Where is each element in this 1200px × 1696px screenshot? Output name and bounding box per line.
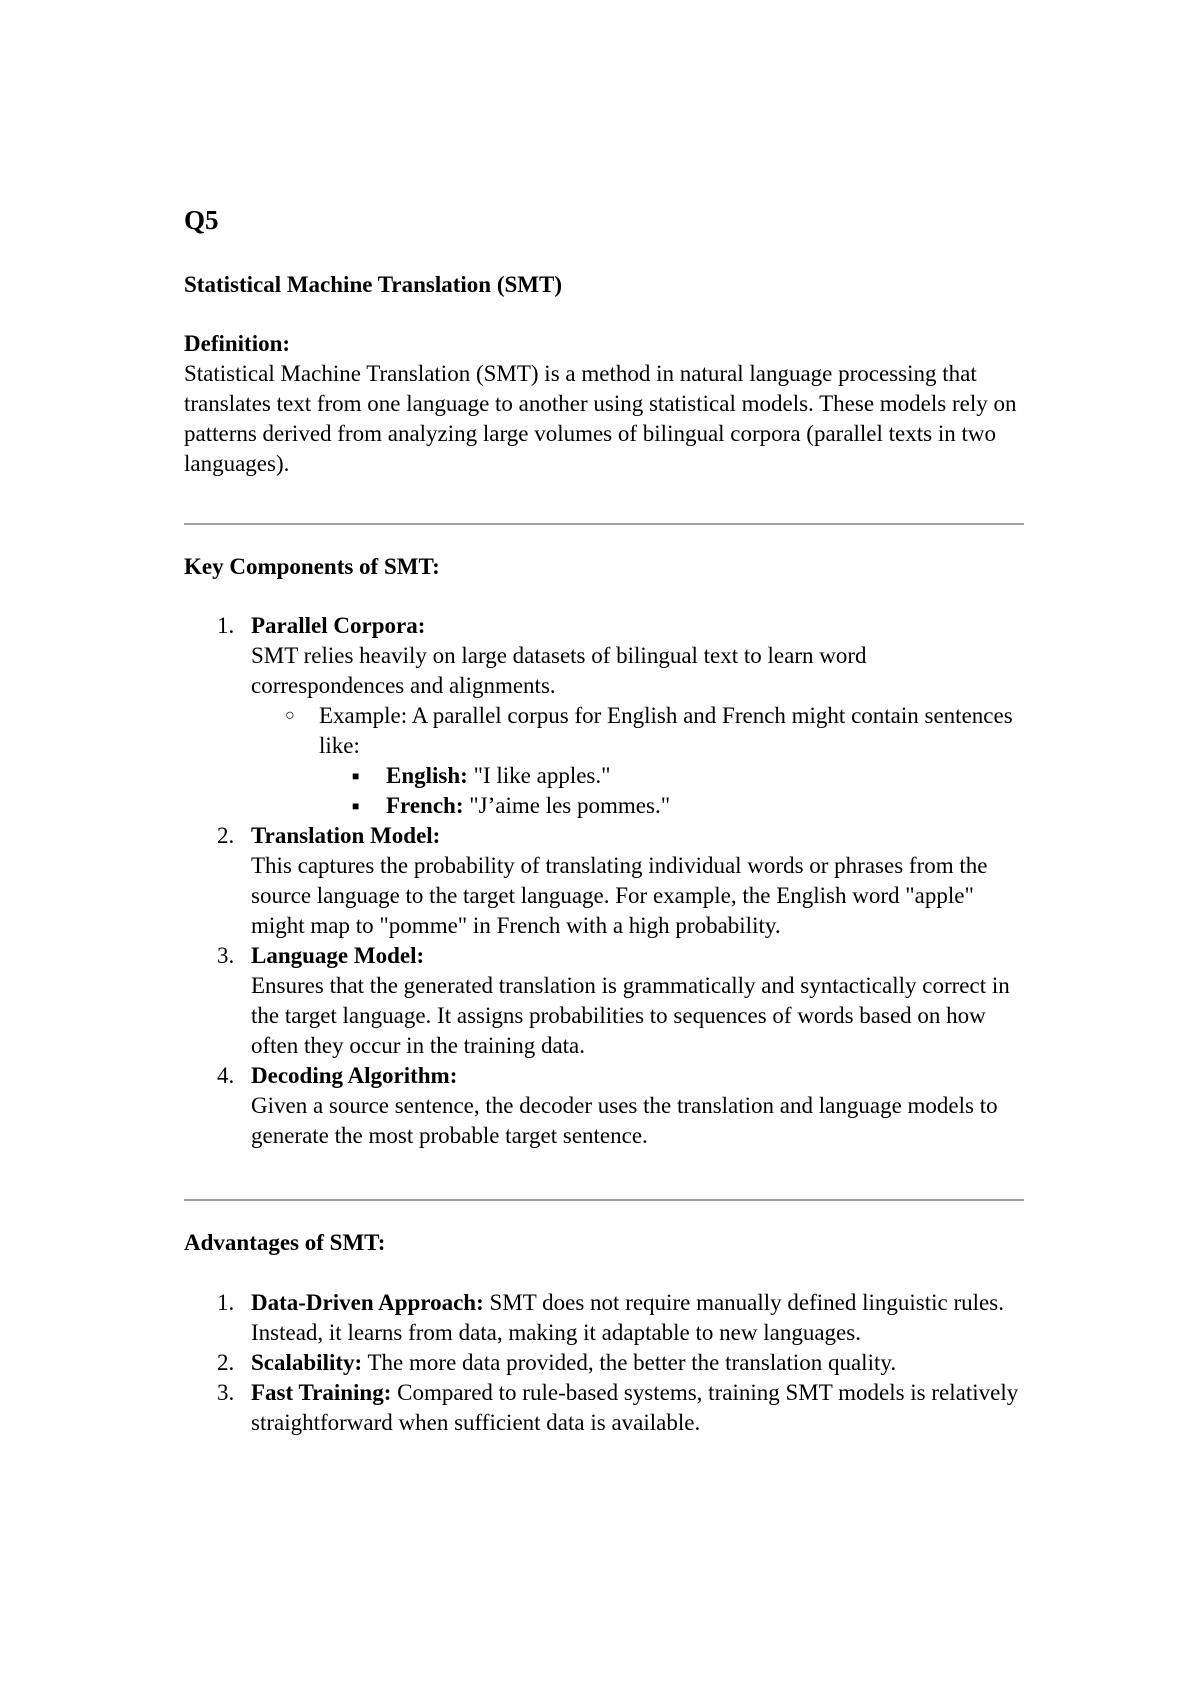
components-list — [184, 611, 1024, 1151]
square-bullet-icon: ■ — [352, 769, 360, 783]
list-item — [352, 791, 1024, 821]
document-page — [184, 205, 1024, 1435]
definition-section — [184, 329, 1024, 479]
list-item — [285, 701, 1024, 821]
item-text: SMT relies heavily on large datasets of bilingual text to learn word correspondences and alignments. — [251, 643, 867, 698]
advantages-list — [184, 1288, 1024, 1438]
definition-label: Definition: — [184, 331, 291, 356]
divider — [184, 1199, 1024, 1201]
item-label: Parallel Corpora: — [251, 613, 426, 638]
item-text: Compared to rule-based systems, training SMT models is relatively straightforward when sufficient data is available. — [251, 1380, 1019, 1435]
circle-bullet-icon: ○ — [285, 707, 295, 724]
list-number: 1. — [217, 613, 235, 638]
divider — [184, 523, 1024, 525]
item-label: Translation Model: — [251, 823, 441, 848]
list-item — [352, 761, 1024, 791]
item-label: Language Model: — [251, 943, 425, 968]
sub-sub-list — [319, 761, 1024, 821]
list-number: 1. — [217, 1290, 235, 1315]
list-item — [217, 1378, 1024, 1438]
definition-text: Statistical Machine Translation (SMT) is a method in natural language processing that translates text from one language to another using statistical models. These models rely on patterns derived from analyzing large volumes of bilingual corpora (parallel texts in two languages). — [184, 361, 1017, 476]
advantages-section — [184, 1228, 1024, 1438]
list-item — [217, 611, 1024, 821]
list-number: 2. — [217, 823, 235, 848]
question-number: Q5 — [184, 205, 219, 235]
list-item — [217, 1288, 1024, 1348]
components-section — [184, 552, 1024, 1151]
list-item — [217, 821, 1024, 941]
example-value: "J’aime les pommes." — [463, 793, 671, 818]
item-label: Scalability: — [251, 1350, 363, 1375]
item-label: Data-Driven Approach: — [251, 1290, 484, 1315]
item-text: Ensures that the generated translation is grammatically and syntactically correct in the target language. It assigns probabilities to sequences of words based on how often they occur in the training data. — [251, 973, 1010, 1058]
square-bullet-icon: ■ — [352, 799, 360, 813]
list-item — [217, 941, 1024, 1061]
item-text: The more data provided, the better the translation quality. — [362, 1350, 897, 1375]
item-label: Fast Training: — [251, 1380, 392, 1405]
list-number: 3. — [217, 943, 235, 968]
example-value: "I like apples." — [467, 763, 611, 788]
list-item — [217, 1348, 1024, 1378]
list-number: 3. — [217, 1380, 235, 1405]
list-number: 2. — [217, 1350, 235, 1375]
example-label: English: — [386, 763, 468, 788]
components-heading: Key Components of SMT: — [184, 554, 440, 579]
advantages-heading: Advantages of SMT: — [184, 1230, 386, 1255]
example-label: French: — [386, 793, 464, 818]
list-item — [217, 1061, 1024, 1151]
item-text: This captures the probability of translating individual words or phrases from the source language to the target language. For example, the English word "apple" might map to "pomme" in French with a high probability. — [251, 853, 988, 938]
item-text: SMT does not require manually defined linguistic rules. Instead, it learns from data, making it adaptable to new languages. — [251, 1290, 1004, 1345]
sub-list — [251, 701, 1024, 821]
item-label: Decoding Algorithm: — [251, 1063, 458, 1088]
document-title: Statistical Machine Translation (SMT) — [184, 272, 563, 297]
item-text: Given a source sentence, the decoder uses the translation and language models to generate the most probable target sentence. — [251, 1093, 998, 1148]
example-text: Example: A parallel corpus for English and French might contain sentences like: — [319, 703, 1013, 758]
list-number: 4. — [217, 1063, 235, 1088]
